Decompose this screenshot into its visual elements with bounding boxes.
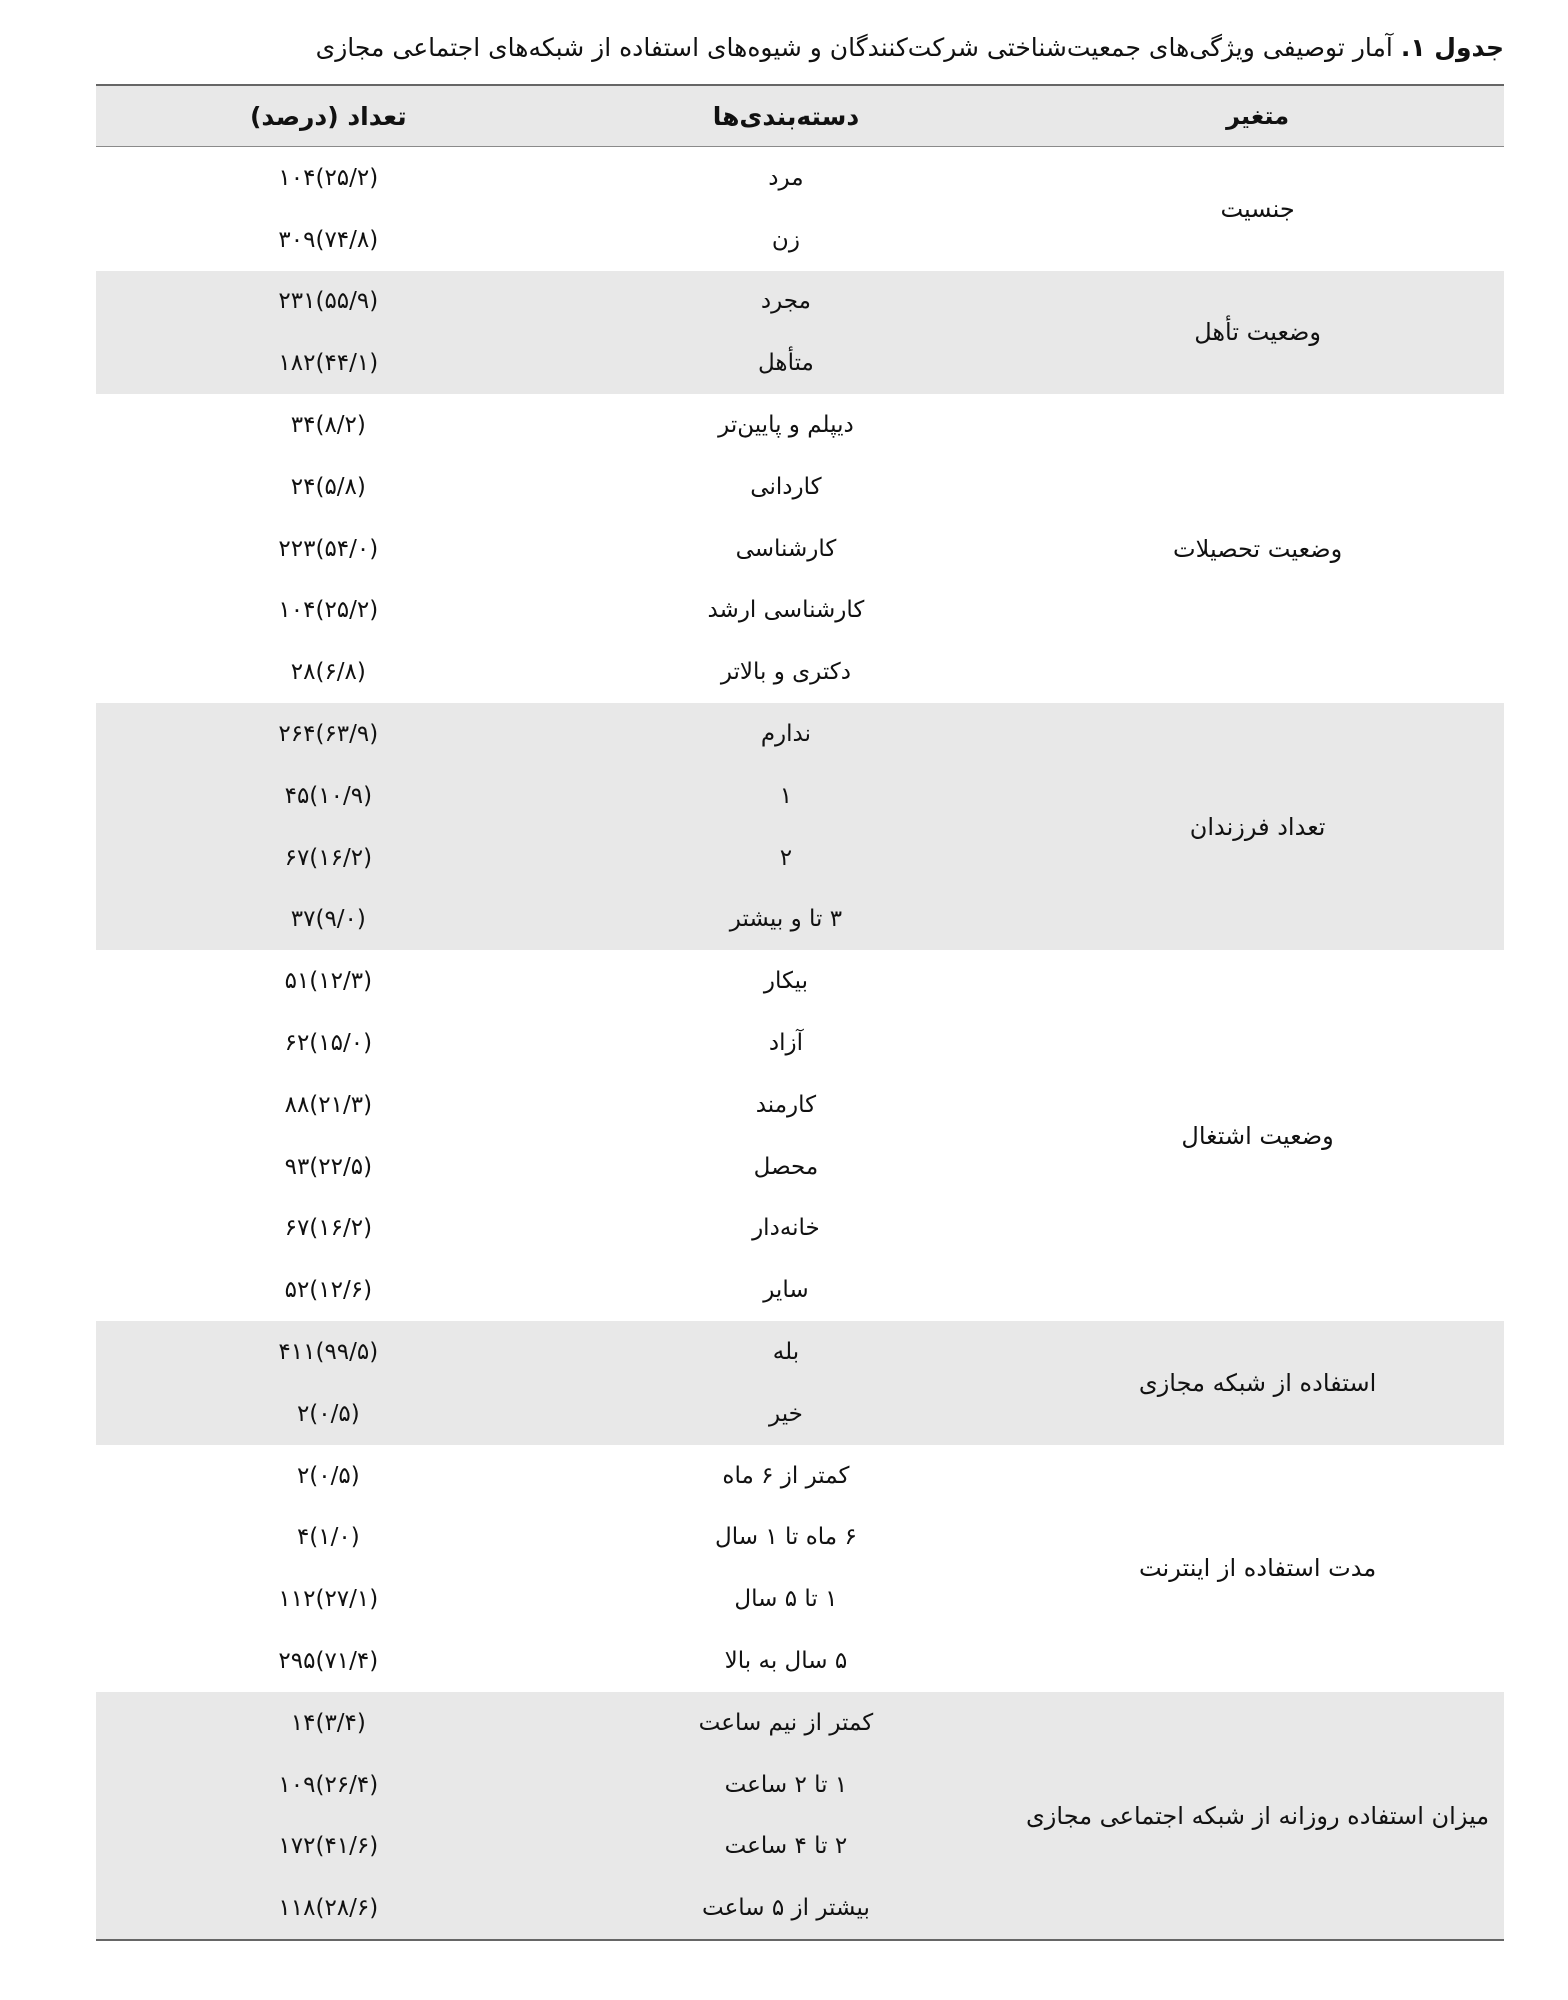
count-cell — [96, 518, 561, 580]
count-value: ۱۸۲(۴۴/۱) — [278, 350, 379, 377]
count-value: ۱۴(۳/۴) — [290, 1709, 366, 1736]
count-value: ۲۴(۵/۸) — [290, 473, 366, 500]
variable-cell: تعداد فرزندان — [1011, 703, 1504, 950]
category-cell: ۶ ماه تا ۱ سال — [561, 1507, 1012, 1569]
table-row — [96, 1321, 1504, 1383]
category-cell: ۵ سال به بالا — [561, 1630, 1012, 1692]
count-cell — [96, 147, 561, 209]
count-cell — [96, 641, 561, 703]
count-value: ۲۹۵(۷۱/۴) — [278, 1648, 379, 1675]
count-value: ۶۲(۱۵/۰) — [284, 1030, 373, 1057]
header-categories: دسته‌بندی‌ها — [561, 85, 1012, 147]
variable-cell: وضعیت اشتغال — [1011, 950, 1504, 1321]
category-cell: خانه‌دار — [561, 1198, 1012, 1260]
count-cell — [96, 332, 561, 394]
count-value: ۲۸(۶/۸) — [290, 659, 366, 686]
count-cell — [96, 765, 561, 827]
count-value: ۱۱۲(۲۷/۱) — [278, 1586, 379, 1613]
table-row — [96, 950, 1504, 1012]
count-cell — [96, 271, 561, 333]
demographics-table — [96, 84, 1504, 1941]
category-cell: سایر — [561, 1259, 1012, 1321]
table-caption — [96, 28, 1504, 68]
count-cell — [96, 1630, 561, 1692]
count-value: ۲۲۳(۵۴/۰) — [278, 535, 379, 562]
category-cell: کمتر از نیم ساعت — [561, 1692, 1012, 1754]
category-cell: مرد — [561, 147, 1012, 209]
category-cell: کارشناسی — [561, 518, 1012, 580]
category-cell: ۱ تا ۲ ساعت — [561, 1754, 1012, 1816]
count-value: ۳۴(۸/۲) — [290, 412, 366, 439]
count-value: ۲۶۴(۶۳/۹) — [278, 721, 379, 748]
count-cell — [96, 1692, 561, 1754]
variable-group — [96, 1321, 1504, 1445]
table-row — [96, 394, 1504, 456]
category-cell: ۱ — [561, 765, 1012, 827]
count-value: ۴۱۱(۹۹/۵) — [278, 1339, 379, 1366]
header-variable: متغیر — [1011, 85, 1504, 147]
category-cell: ۲ — [561, 827, 1012, 889]
count-cell — [96, 1383, 561, 1445]
count-cell — [96, 1507, 561, 1569]
variable-cell: جنسیت — [1011, 147, 1504, 271]
count-cell — [96, 1877, 561, 1940]
category-cell: کارشناسی ارشد — [561, 580, 1012, 642]
variable-group — [96, 394, 1504, 703]
variable-group — [96, 1445, 1504, 1692]
table-row — [96, 271, 1504, 333]
count-value: ۳۰۹(۷۴/۸) — [278, 226, 379, 253]
category-cell: دکتری و بالاتر — [561, 641, 1012, 703]
count-cell — [96, 1074, 561, 1136]
category-cell: کارمند — [561, 1074, 1012, 1136]
count-value: ۲(۰/۵) — [296, 1462, 360, 1489]
category-cell: آزاد — [561, 1012, 1012, 1074]
count-value: ۹۳(۲۲/۵) — [284, 1153, 373, 1180]
count-cell — [96, 1816, 561, 1878]
count-value: ۶۷(۱۶/۲) — [284, 1215, 373, 1242]
count-value: ۱۱۸(۲۸/۶) — [278, 1895, 379, 1922]
variable-group — [96, 147, 1504, 271]
category-cell: کاردانی — [561, 456, 1012, 518]
count-value: ۴(۱/۰) — [296, 1524, 360, 1551]
count-cell — [96, 889, 561, 951]
count-cell — [96, 1259, 561, 1321]
variable-cell: وضعیت تأهل — [1011, 271, 1504, 395]
count-value: ۲(۰/۵) — [296, 1400, 360, 1427]
count-value: ۵۲(۱۲/۶) — [284, 1277, 373, 1304]
variable-cell: میزان استفاده روزانه از شبکه اجتماعی مجازی — [1011, 1692, 1504, 1940]
category-cell: بیشتر از ۵ ساعت — [561, 1877, 1012, 1940]
count-cell — [96, 1136, 561, 1198]
category-cell: ندارم — [561, 703, 1012, 765]
count-cell — [96, 456, 561, 518]
category-cell: متأهل — [561, 332, 1012, 394]
variable-group — [96, 1692, 1504, 1940]
demographics-table-container — [96, 84, 1504, 1941]
category-cell: مجرد — [561, 271, 1012, 333]
category-cell: دیپلم و پایین‌تر — [561, 394, 1012, 456]
header-count: تعداد (درصد) — [96, 85, 561, 147]
count-value: ۱۰۹(۲۶/۴) — [278, 1771, 379, 1798]
caption-text: آمار توصیفی ویژگی‌های جمعیت‌شناختی شرکت‌کنندگان و شیوه‌های استفاده از شبکه‌های اجتماعی مجازی — [315, 33, 1393, 62]
count-cell — [96, 394, 561, 456]
count-value: ۱۷۲(۴۱/۶) — [278, 1833, 379, 1860]
count-value: ۵۱(۱۲/۳) — [284, 968, 373, 995]
count-cell — [96, 1012, 561, 1074]
header-row — [96, 85, 1504, 147]
table-row — [96, 147, 1504, 209]
variable-group — [96, 271, 1504, 395]
count-cell — [96, 209, 561, 271]
category-cell: محصل — [561, 1136, 1012, 1198]
count-value: ۱۰۴(۲۵/۲) — [278, 164, 379, 191]
category-cell: کمتر از ۶ ماه — [561, 1445, 1012, 1507]
count-cell — [96, 1198, 561, 1260]
category-cell: ۳ تا و بیشتر — [561, 889, 1012, 951]
table-row — [96, 1445, 1504, 1507]
count-cell — [96, 1754, 561, 1816]
count-value: ۶۷(۱۶/۲) — [284, 844, 373, 871]
table-row — [96, 703, 1504, 765]
category-cell: خیر — [561, 1383, 1012, 1445]
count-value: ۱۰۴(۲۵/۲) — [278, 597, 379, 624]
variable-cell: مدت استفاده از اینترنت — [1011, 1445, 1504, 1692]
count-cell — [96, 703, 561, 765]
variable-cell: وضعیت تحصیلات — [1011, 394, 1504, 703]
count-cell — [96, 1568, 561, 1630]
count-cell — [96, 950, 561, 1012]
category-cell: بله — [561, 1321, 1012, 1383]
variable-cell: استفاده از شبکه مجازی — [1011, 1321, 1504, 1445]
category-cell: بیکار — [561, 950, 1012, 1012]
count-value: ۸۸(۲۱/۳) — [284, 1091, 373, 1118]
table-row — [96, 1692, 1504, 1754]
count-cell — [96, 827, 561, 889]
count-value: ۴۵(۱۰/۹) — [284, 782, 373, 809]
variable-group — [96, 703, 1504, 950]
variable-group — [96, 950, 1504, 1321]
category-cell: ۱ تا ۵ سال — [561, 1568, 1012, 1630]
count-value: ۲۳۱(۵۵/۹) — [278, 288, 379, 315]
count-cell — [96, 1321, 561, 1383]
count-cell — [96, 580, 561, 642]
category-cell: ۲ تا ۴ ساعت — [561, 1816, 1012, 1878]
caption-label: جدول ۱. — [1400, 33, 1504, 62]
category-cell: زن — [561, 209, 1012, 271]
count-cell — [96, 1445, 561, 1507]
count-value: ۳۷(۹/۰) — [290, 906, 366, 933]
